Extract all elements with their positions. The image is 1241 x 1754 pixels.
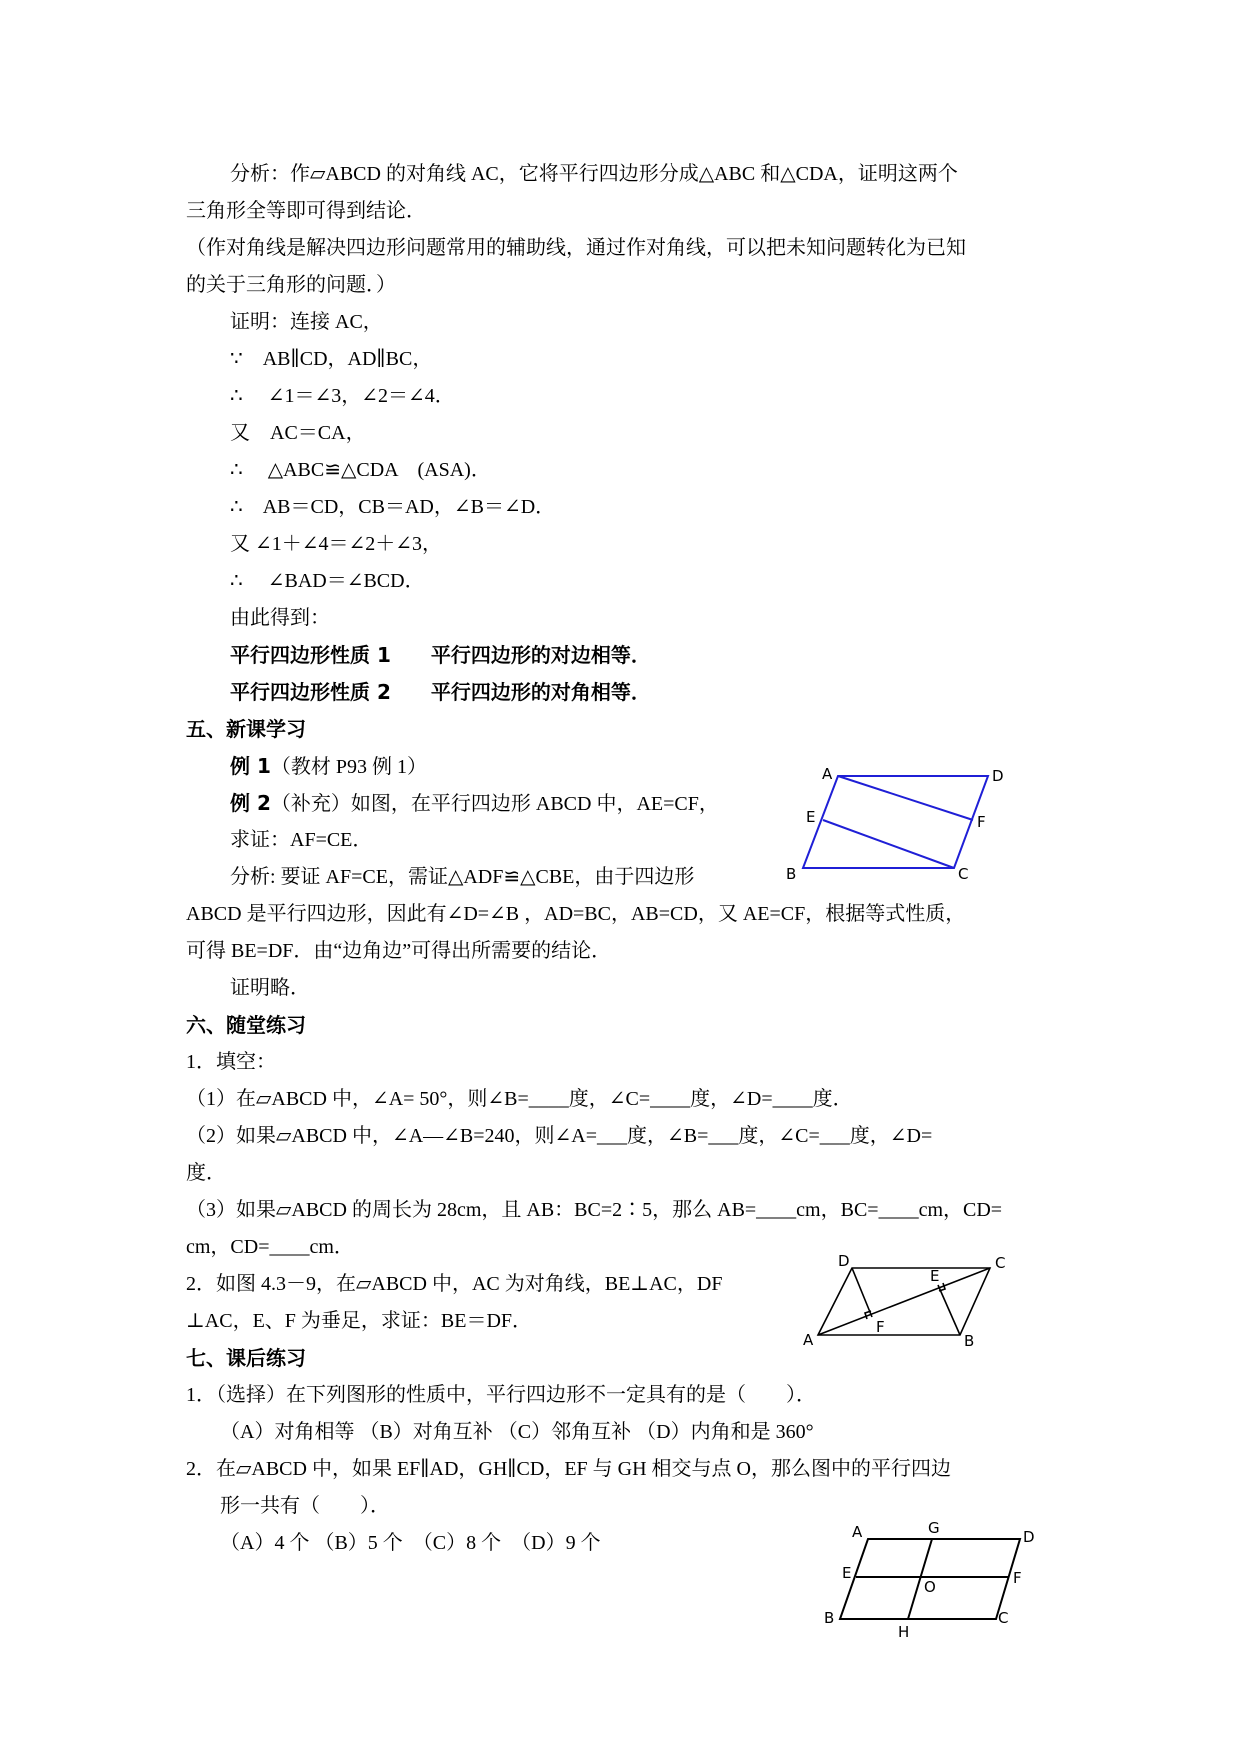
label-e: E — [930, 1267, 940, 1285]
example-label: 例 2 — [230, 791, 271, 815]
text-line: 求证：AF=CE． — [230, 829, 373, 851]
section-heading: 六、随堂练习 — [186, 1013, 306, 1037]
text-line: （A）对角相等 （B）对角互补 （C）邻角互补 （D）内角和是 360° — [220, 1421, 814, 1443]
segment-ec — [823, 820, 954, 868]
text-line: 证明略． — [230, 977, 310, 999]
text-line: 分析: 要证 AF=CE，需证△ADF≌△CBE，由于四边形 — [230, 866, 695, 888]
text-line: ∴ △ABC≌△CDA (ASA)． — [230, 459, 491, 481]
property-2: 平行四边形性质 2 平行四边形的对角相等． — [230, 680, 651, 704]
label-c: C — [995, 1254, 1006, 1272]
text-line: （3）如果▱ABCD 的周长为 28cm，且 AB：BC=2∶5，那么 AB=____cm，BC=____cm，CD= — [186, 1199, 1003, 1221]
text-line: 又 AC＝CA， — [230, 422, 366, 444]
example-label: 例 1 — [230, 754, 271, 778]
text-line — [230, 789, 719, 818]
text-line: 分析：作▱ABCD 的对角线 AC，它将平行四边形分成△ABC 和△CDA，证明这两个 — [230, 163, 958, 185]
label-d: D — [838, 1252, 850, 1270]
label-d: D — [1023, 1528, 1035, 1546]
label-b: B — [964, 1332, 975, 1350]
text-line: 可得 BE=DF．由“边角边”可得出所需要的结论． — [186, 940, 612, 962]
text-line: 度． — [186, 1162, 226, 1184]
label-f: F — [977, 813, 986, 831]
text-line: （2）如果▱ABCD 中，∠A—∠B=240，则∠A=___度，∠B=___度，∠C=___度，∠D= — [186, 1125, 933, 1147]
text-line: （A）4 个 （B）5 个 （C）8 个 （D）9 个 — [220, 1532, 601, 1554]
label-f: F — [1013, 1569, 1022, 1587]
text-line: 1．（选择）在下列图形的性质中，平行四边形不一定具有的是（ ）． — [186, 1384, 816, 1406]
text-line: 由此得到： — [230, 607, 330, 629]
text-line: （作对角线是解决四边形问题常用的辅助线，通过作对角线，可以把未知问题转化为已知 — [186, 237, 966, 259]
example-text: （补充）如图，在平行四边形 ABCD 中，AE=CF， — [270, 793, 719, 815]
text-line: 证明：连接 AC， — [230, 311, 383, 333]
text-line: ∴ ∠1＝∠3，∠2＝∠4． — [230, 385, 455, 407]
label-f: F — [876, 1318, 885, 1336]
segment-be — [938, 1285, 960, 1335]
example-text: （教材 P93 例 1） — [270, 756, 428, 778]
text-line: （1）在▱ABCD 中，∠A= 50°，则∠B=____度，∠C=____度，∠D=____度． — [186, 1088, 853, 1110]
text-line: 又 ∠1＋∠4＝∠2＋∠3， — [230, 533, 443, 555]
text-line: cm，CD=____cm． — [186, 1236, 354, 1258]
segment-df — [852, 1268, 872, 1317]
label-e: E — [806, 808, 816, 826]
text-line: 形一共有（ ）． — [220, 1495, 390, 1517]
label-a: A — [822, 765, 833, 783]
segment-af — [838, 776, 973, 820]
text-line — [230, 752, 427, 781]
label-b: B — [786, 865, 797, 883]
label-o: O — [924, 1578, 936, 1596]
text-line: 2．在▱ABCD 中，如果 EF∥AD，GH∥CD，EF 与 GH 相交与点 O，那么图中的平行四边 — [186, 1458, 951, 1480]
label-c: C — [998, 1609, 1009, 1627]
section-heading: 五、新课学习 — [186, 717, 306, 741]
label-e: E — [842, 1564, 852, 1582]
text-line: 1．填空： — [186, 1051, 276, 1073]
label-a: A — [852, 1523, 863, 1541]
text-line: ⊥AC，E、F 为垂足，求证：BE＝DF． — [186, 1310, 533, 1332]
label-h: H — [898, 1623, 910, 1641]
text-line: 三角形全等即可得到结论． — [186, 200, 426, 222]
figure-perpendiculars — [800, 1250, 1030, 1350]
text-line: ∵ AB∥CD，AD∥BC， — [230, 348, 433, 370]
text-line: 2．如图 4.3－9，在▱ABCD 中，AC 为对角线，BE⊥AC，DF — [186, 1273, 723, 1295]
label-b: B — [824, 1609, 835, 1627]
text-line: 的关于三角形的问题．） — [186, 274, 396, 296]
figure-parallelogram-aecf — [780, 765, 1010, 885]
section-heading: 七、课后练习 — [186, 1346, 306, 1370]
label-d: D — [992, 767, 1004, 785]
text-line: ∴ ∠BAD＝∠BCD． — [230, 570, 425, 592]
label-g: G — [928, 1519, 940, 1537]
label-a: A — [803, 1331, 814, 1349]
text-line: ∴ AB＝CD，CB＝AD，∠B＝∠D． — [230, 496, 556, 518]
text-line: ABCD 是平行四边形，因此有∠D=∠B ，AD=BC，AB=CD，又 AE=CF，根据等式性质， — [186, 903, 966, 925]
figure-ef-gh — [820, 1519, 1050, 1645]
label-c: C — [958, 865, 969, 883]
property-1: 平行四边形性质 1 平行四边形的对边相等． — [230, 643, 651, 667]
